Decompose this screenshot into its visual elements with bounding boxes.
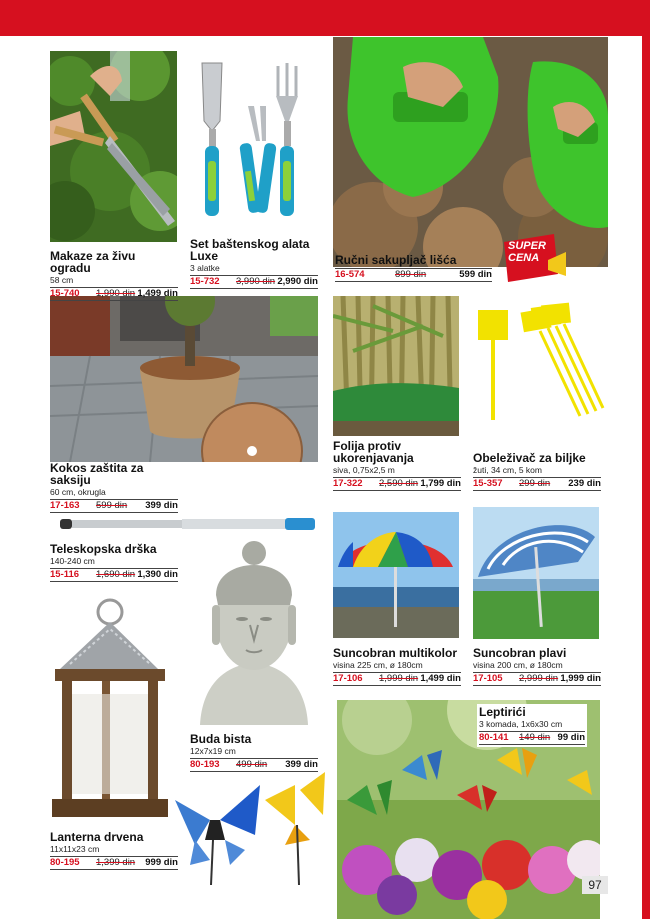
old-price: 2,999 din [519,673,559,684]
new-price: 399 din [145,500,178,511]
new-price: 2,990 din [277,276,318,287]
product-name: Ručni sakupljač lišća [335,253,457,267]
price-line [333,672,461,686]
page-number: 97 [582,876,608,894]
product-suncobran-multikolor [333,647,461,686]
garden-tool-set-photo [190,51,318,231]
product-teleskopska [50,543,178,582]
product-desc: 60 cm, okrugla [50,487,106,497]
new-price: 1,390 din [137,569,178,580]
root-barrier-photo [333,296,459,436]
product-name-line-2: Luxe [190,249,219,263]
new-price: 999 din [145,857,178,868]
price-line [50,499,178,513]
old-price: 499 din [236,759,268,770]
product-set-alata [190,238,318,289]
price-line [473,672,601,686]
product-desc: 140-240 cm [50,556,95,566]
badge-line-2: CENA [508,252,540,264]
product-desc: visina 225 cm, ø 180cm [333,660,423,670]
product-name-line-1: Folija protiv [333,439,402,453]
product-code: 15-116 [50,569,80,580]
product-code: 17-105 [473,673,503,684]
multicolor-umbrella-photo [333,512,459,638]
price-line [473,477,601,491]
price-line [50,856,178,870]
old-price: 149 din [519,732,551,743]
product-name-line-1: Set baštenskog alata [190,237,310,251]
product-desc: 3 komada, 1x6x30 cm [479,719,563,729]
telescopic-handle-photo [60,514,318,534]
product-lanterna [50,831,178,870]
page-edge-stripe [642,36,650,919]
product-name-line-2: ukorenjavanja [333,451,414,465]
product-name: Suncobran plavi [473,646,567,660]
product-rucni-sakupljac [335,254,492,282]
old-price: 1,399 din [96,857,136,868]
old-price: 899 din [395,269,427,280]
old-price: 299 din [519,478,551,489]
plant-marker-photo [470,296,608,436]
product-leptirici [477,704,587,747]
product-name: Obeleživač za biljke [473,451,586,465]
product-name: Kokos zaštita za saksiju [50,461,144,487]
product-name: Teleskopska drška [50,542,157,556]
old-price: 3,990 din [236,276,276,287]
new-price: 1,799 din [420,478,461,489]
badge-line-1: SUPER [508,240,546,252]
product-code: 15-357 [473,478,503,489]
wooden-lantern-photo [40,594,178,824]
hedge-shears-photo [50,51,177,242]
product-name: Lanterna drvena [50,830,144,844]
top-banner [0,0,650,36]
product-desc: žuti, 34 cm, 5 kom [473,465,542,475]
product-folija [333,440,461,491]
new-price: 99 din [557,732,585,743]
product-desc: 11x11x23 cm [50,844,100,854]
new-price: 599 din [459,269,492,280]
new-price: 239 din [568,478,601,489]
product-obelezivac [473,452,601,491]
product-desc: 12x7x19 cm [190,746,236,756]
coconut-pot-cover-photo [50,296,318,462]
new-price: 1,499 din [137,288,178,299]
new-price: 1,499 din [420,673,461,684]
butterfly-stakes-photo [165,770,335,890]
product-desc: 3 alatke [190,263,220,273]
product-name: Suncobran multikolor [333,646,458,660]
product-code: 17-322 [333,478,363,489]
price-line [190,275,318,289]
product-code: 16-574 [335,269,365,280]
old-price: 2,590 din [379,478,419,489]
product-code: 17-106 [333,673,363,684]
price-line [335,268,492,282]
product-name: Buda bista [190,732,252,746]
new-price: 399 din [285,759,318,770]
product-code: 15-740 [50,288,80,299]
product-name: Makaze za živu ogradu [50,249,136,275]
product-makaze [50,250,178,301]
price-line [50,287,178,301]
product-kokos [50,462,178,513]
price-line [333,477,461,491]
product-desc: 58 cm [50,275,74,285]
buddha-bust-photo [190,535,318,725]
product-code: 17-163 [50,500,80,511]
product-code: 15-732 [190,276,220,287]
old-price: 1,690 din [96,569,136,580]
product-buda [190,733,318,772]
old-price: 1,990 din [96,288,136,299]
super-cena-label [508,240,546,264]
product-code: 80-193 [190,759,220,770]
price-line [479,731,585,745]
blue-umbrella-photo [473,507,599,639]
product-desc: visina 200 cm, ø 180cm [473,660,563,670]
product-code: 80-141 [479,732,509,743]
old-price: 1,999 din [379,673,419,684]
price-line [50,568,178,582]
product-code: 80-195 [50,857,80,868]
price-line [190,758,318,772]
super-cena-badge [500,230,568,288]
product-name: Leptirići [479,705,526,719]
new-price: 1,999 din [560,673,601,684]
product-desc: siva, 0,75x2,5 m [333,465,395,475]
old-price: 599 din [96,500,128,511]
product-suncobran-plavi [473,647,601,686]
